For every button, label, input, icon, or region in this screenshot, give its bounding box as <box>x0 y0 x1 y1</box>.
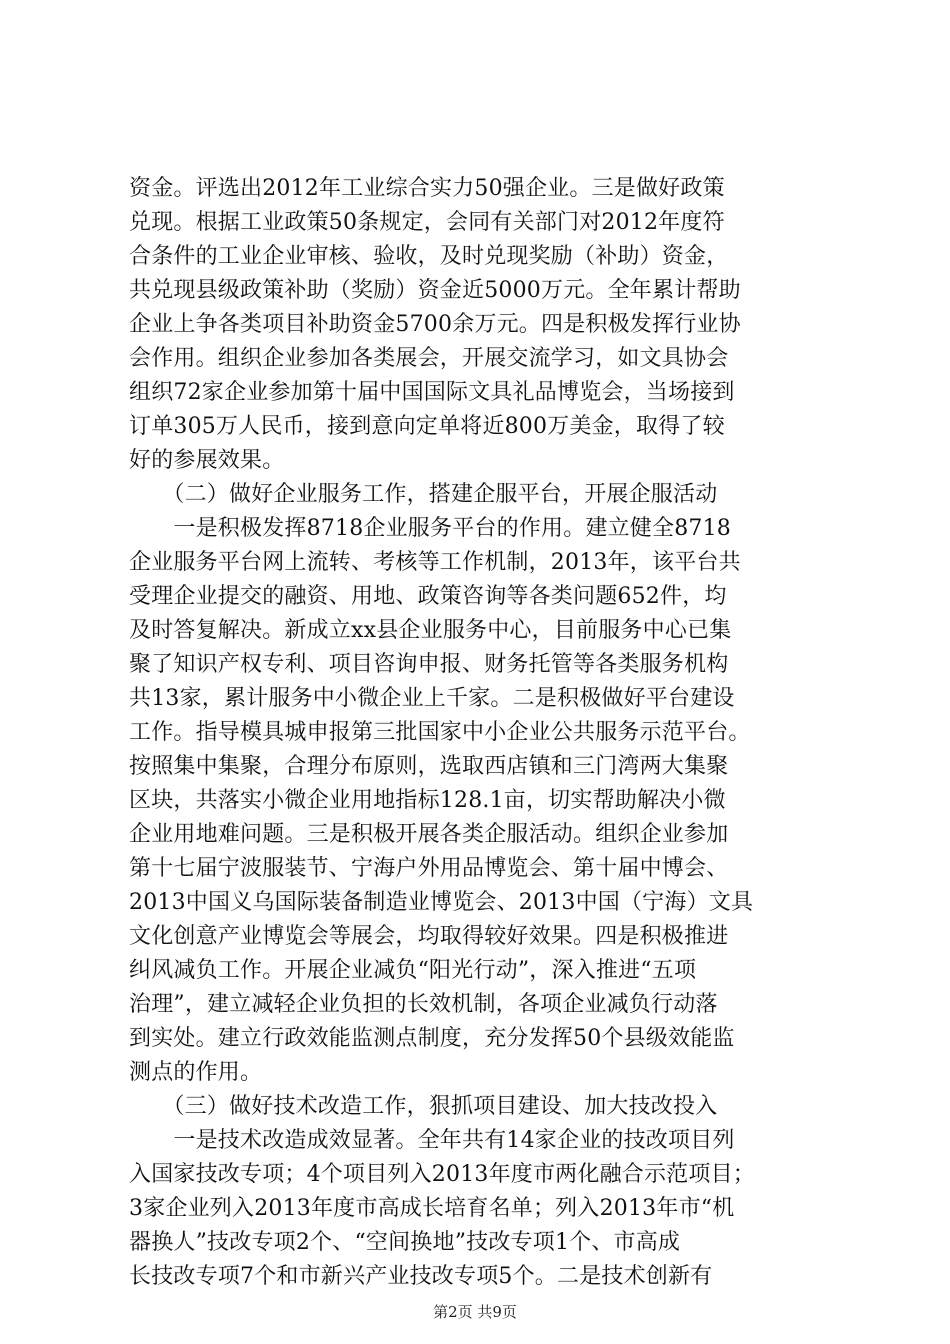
text-line: 兑现。根据工业政策50条规定，会同有关部门对2012年度符 <box>129 210 725 235</box>
text-line: 测点的作用。 <box>129 1060 263 1085</box>
text-line: 治理”，建立减轻企业负担的长效机制，各项企业减负行动落 <box>129 992 718 1017</box>
text-line: 共兑现县级政策补助（奖励）资金近5000万元。全年累计帮助 <box>129 278 741 303</box>
text-line: 区块，共落实小微企业用地指标128.1亩，切实帮助解决小微 <box>129 788 726 813</box>
text-line: 一是积极发挥8718企业服务平台的作用。建立健全8718 <box>129 516 731 541</box>
text-line: 合条件的工业企业审核、验收，及时兑现奖励（补助）资金， <box>129 244 729 269</box>
text-line: 好的参展效果。 <box>129 448 285 473</box>
text-line: 企业用地难问题。三是积极开展各类企服活动。组织企业参加 <box>129 822 729 847</box>
text-line: 按照集中集聚，合理分布原则，选取西店镇和三门湾两大集聚 <box>129 754 729 779</box>
text-line: 工作。指导模具城申报第三批国家中小企业公共服务示范平台。 <box>129 720 751 745</box>
text-line: 长技改专项7个和市新兴产业技改专项5个。二是技术创新有 <box>129 1264 713 1289</box>
text-line: 2013中国义乌国际装备制造业博览会、2013中国（宁海）文具 <box>129 890 754 915</box>
text-line: 第十七届宁波服装节、宁海户外用品博览会、第十届中博会、 <box>129 856 729 881</box>
text-line: 3家企业列入2013年度市高成长培育名单；列入2013年市“机 <box>129 1196 735 1221</box>
text-line: 订单305万人民币，接到意向定单将近800万美金，取得了较 <box>129 414 725 439</box>
text-line: 到实处。建立行政效能监测点制度，充分发挥50个县级效能监 <box>129 1026 735 1051</box>
text-line: 入国家技改专项；4个项目列入2013年度市两化融合示范项目； <box>129 1162 755 1187</box>
text-line: 纠风减负工作。开展企业减负“阳光行动”，深入推进“五项 <box>129 958 697 983</box>
text-line: 共13家，累计服务中小微企业上千家。二是积极做好平台建设 <box>129 686 735 711</box>
section-heading: （二）做好企业服务工作，搭建企服平台，开展企服活动 <box>129 482 718 507</box>
text-line: 器换人”技改专项2个、“空间换地”技改专项1个、市高成 <box>129 1230 681 1255</box>
text-line: 会作用。组织企业参加各类展会，开展交流学习，如文具协会 <box>129 346 729 371</box>
text-line: 组织72家企业参加第十届中国国际文具礼品博览会，当场接到 <box>129 380 735 405</box>
text-line: 一是技术改造成效显著。全年共有14家企业的技改项目列 <box>129 1128 735 1153</box>
body-text <box>129 172 849 1294</box>
section-heading: （三）做好技术改造工作，狠抓项目建设、加大技改投入 <box>129 1094 718 1119</box>
text-line: 文化创意产业博览会等展会，均取得较好效果。四是积极推进 <box>129 924 729 949</box>
text-line: 资金。评选出2012年工业综合实力50强企业。三是做好政策 <box>129 176 725 201</box>
text-line: 及时答复解决。新成立xx县企业服务中心，目前服务中心已集 <box>129 618 732 643</box>
text-line: 受理企业提交的融资、用地、政策咨询等各类问题652件，均 <box>129 584 727 609</box>
text-line: 企业服务平台网上流转、考核等工作机制，2013年，该平台共 <box>129 550 741 575</box>
text-line: 企业上争各类项目补助资金5700余万元。四是积极发挥行业协 <box>129 312 741 337</box>
text-line: 聚了知识产权专利、项目咨询申报、财务托管等各类服务机构 <box>129 652 729 677</box>
page-number-footer: 第2页 共9页 <box>433 1303 517 1321</box>
